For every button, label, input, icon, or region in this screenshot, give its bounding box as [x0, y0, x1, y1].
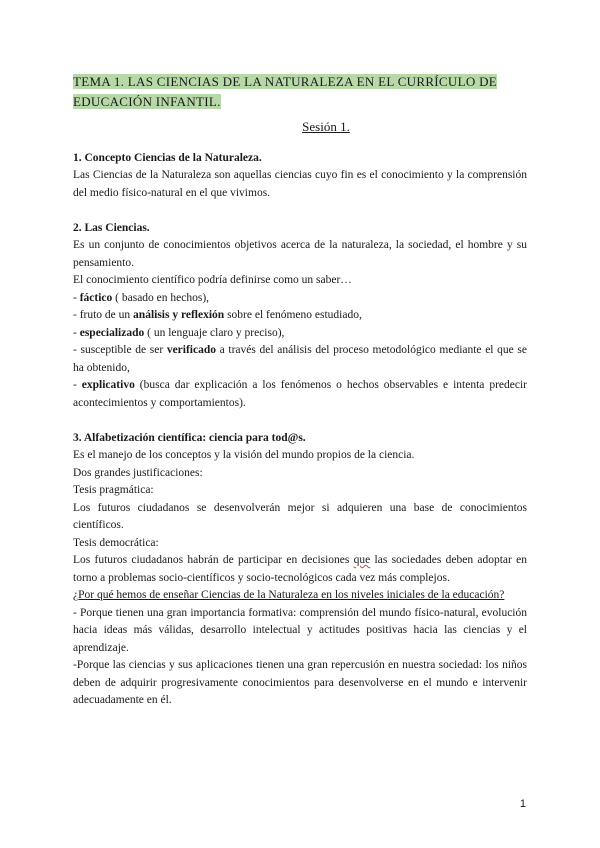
section-3-text-1: Es el manejo de los conceptos y la visión del mundo propios de la ciencia.: [73, 449, 415, 461]
section-2-text-2: El conocimiento científico podría definirse como un saber…: [73, 274, 352, 286]
section-3: [73, 430, 527, 710]
section-2-text-1: Es un conjunto de conocimientos objetivos acerca de la naturaleza, la sociedad, el hombre y su pensamiento.: [73, 239, 527, 269]
section-2: [73, 220, 527, 412]
list-item: - fruto de un análisis y reflexión sobre el fenómeno estudiado,: [73, 309, 362, 321]
question-heading: ¿Por qué hemos de enseñar Ciencias de la Naturaleza en los niveles iniciales de la educación?: [73, 589, 505, 601]
thesis-democratic-text: Los futuros ciudadanos habrán de participar en decisiones que las sociedades deben adoptar en torno a problemas socio-científicos y socio-tecnológicos cada vez más complejos.: [73, 554, 527, 584]
section-1-heading: 1. Concepto Ciencias de la Naturaleza.: [73, 152, 262, 164]
section-3-text-2: Dos grandes justificaciones:: [73, 466, 203, 479]
thesis-democratic-label: Tesis democrática:: [73, 536, 159, 549]
section-1-text: Las Ciencias de la Naturaleza son aquellas ciencias cuyo fin es el conocimiento y la comprensión del medio físico-natural en el que vivimos.: [73, 169, 527, 199]
answer-2: -Porque las ciencias y sus aplicaciones tienen una gran repercusión en nuestra sociedad: los niños deben de adquirir progresivamente conocimientos para desenvolverse en el mundo e intervenir adecuadamente en él.: [73, 659, 527, 706]
list-item: - explicativo (busca dar explicación a los fenómenos o hechos observables e intenta predecir acontecimientos y comportamientos).: [73, 379, 527, 409]
spellcheck-word: que: [353, 554, 371, 566]
section-2-heading: 2. Las Ciencias.: [73, 222, 150, 234]
list-item: - susceptible de ser verificado a través del análisis del proceso metodológico mediante el que se ha obtenido,: [73, 344, 527, 374]
page-number: 1: [519, 798, 526, 810]
list-item: - fáctico ( basado en hechos),: [73, 291, 210, 304]
section-3-heading: 3. Alfabetización científica: ciencia para tod@s.: [73, 432, 306, 444]
document-title: TEMA 1. LAS CIENCIAS DE LA NATURALEZA EN EL CURRÍCULO DE EDUCACIÓN INFANTIL.: [73, 74, 498, 109]
thesis-pragmatic-text: Los futuros ciudadanos se desenvolverán mejor si adquieren una base de conocimientos científicos.: [73, 501, 527, 531]
session-label: Sesión 1.: [302, 119, 350, 134]
thesis-pragmatic-label: Tesis pragmática:: [73, 484, 154, 496]
section-1: [73, 150, 527, 202]
document-page: [73, 72, 527, 710]
answer-1: - Porque tienen una gran importancia formativa: comprensión del mundo físico-natural, evolución hacia ideas más válidas, desarrollo intelectual y actitudes positivas hacia las ciencias y el aprendizaje.: [73, 606, 527, 654]
list-item: - especializado ( un lenguaje claro y preciso),: [73, 326, 285, 339]
